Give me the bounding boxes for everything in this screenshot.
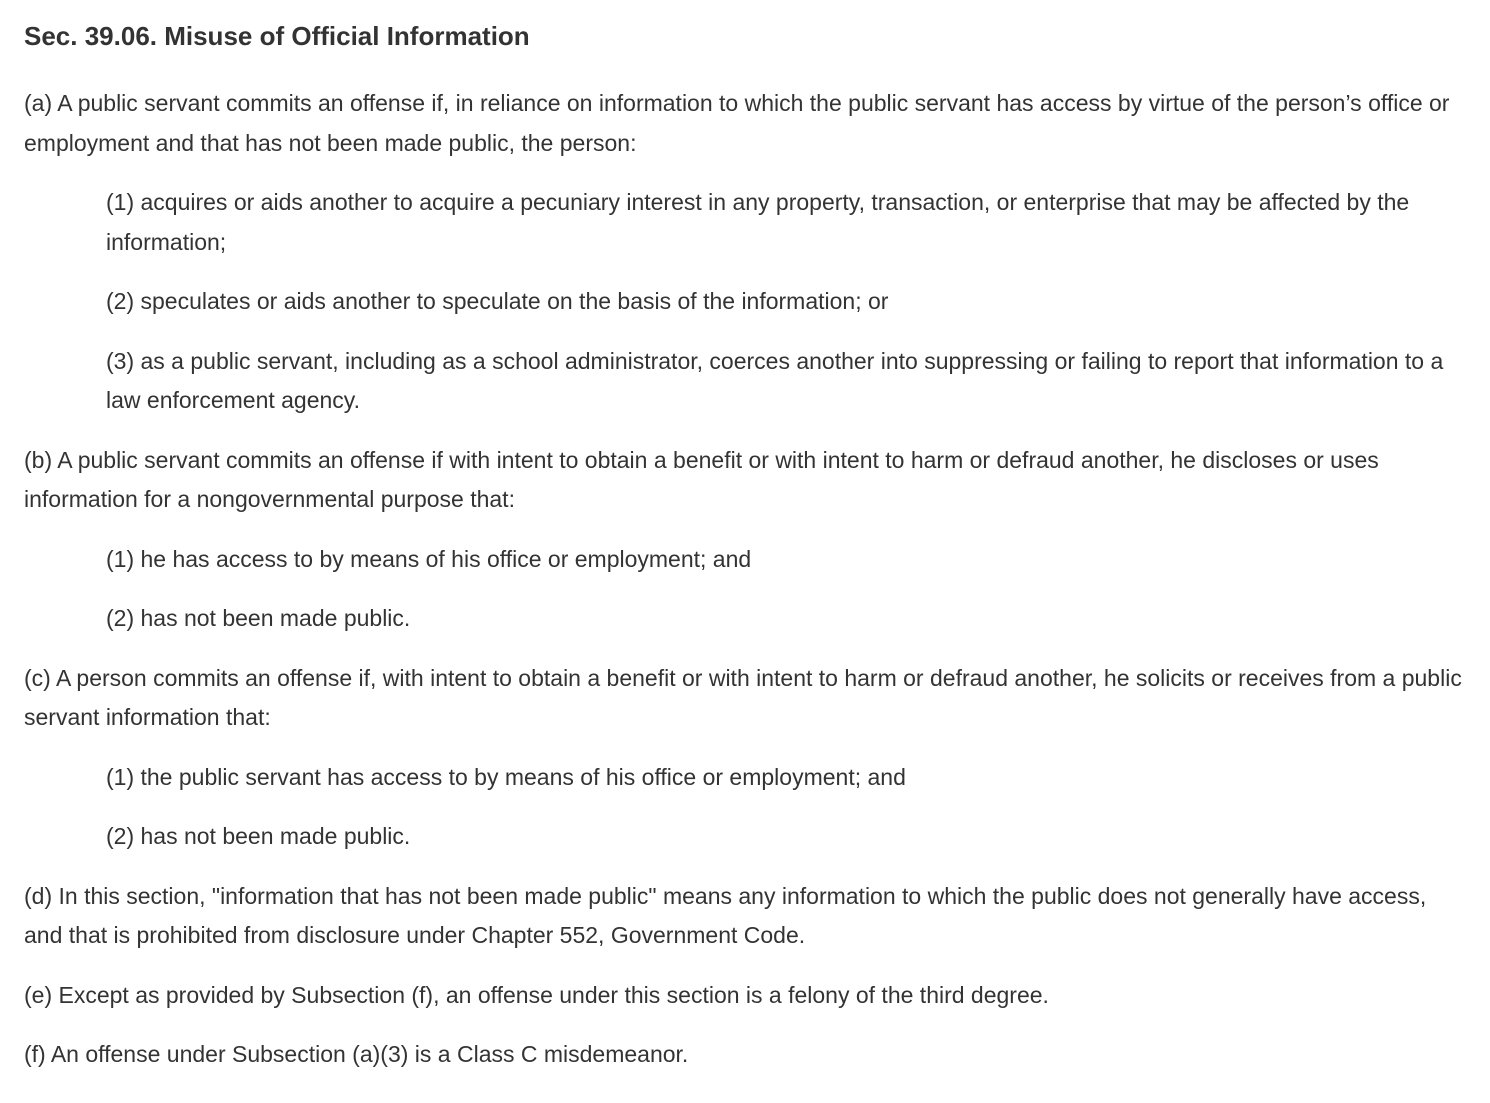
paragraph-b-2: (2) has not been made public. (106, 605, 411, 631)
paragraph-e: (e) Except as provided by Subsection (f), an offense under this section is a felony of the third degree. (24, 981, 1049, 1008)
paragraph-b-1: (1) he has access to by means of his office or employment; and (106, 545, 752, 572)
paragraph-a-1: (1) acquires or aids another to acquire a pecuniary interest in any property, transaction, or enterprise that may be affected by the information; (106, 189, 1410, 255)
paragraph-a: (a) A public servant commits an offense if, in reliance on information to which the public servant has access by virtue of the person’s office or employment and that has not been made public, the person: (24, 90, 1450, 156)
paragraph-f: (f) An offense under Subsection (a)(3) is a Class C misdemeanor. (24, 1041, 689, 1067)
paragraph-a-3: (3) as a public servant, including as a school administrator, coerces another into suppressing or failing to report that information to a law enforcement agency. (106, 347, 1444, 413)
paragraph-a-2: (2) speculates or aids another to speculate on the basis of the information; or (106, 288, 889, 314)
paragraph-d: (d) In this section, "information that has not been made public" means any information to which the public does not generally have access, and that is prohibited from disclosure under Chapter 552, Government Code. (24, 882, 1427, 948)
paragraph-c-1: (1) the public servant has access to by means of his office or employment; and (106, 763, 906, 790)
paragraph-c-2: (2) has not been made public. (106, 823, 411, 849)
paragraph-b: (b) A public servant commits an offense if with intent to obtain a benefit or with intent to harm or defraud another, he discloses or uses information for a nongovernmental purpose that: (24, 446, 1379, 512)
section-heading: Sec. 39.06. Misuse of Official Information (24, 21, 530, 51)
paragraph-c: (c) A person commits an offense if, with intent to obtain a benefit or with intent to harm or defraud another, he solicits or receives from a public servant information that: (24, 664, 1462, 730)
